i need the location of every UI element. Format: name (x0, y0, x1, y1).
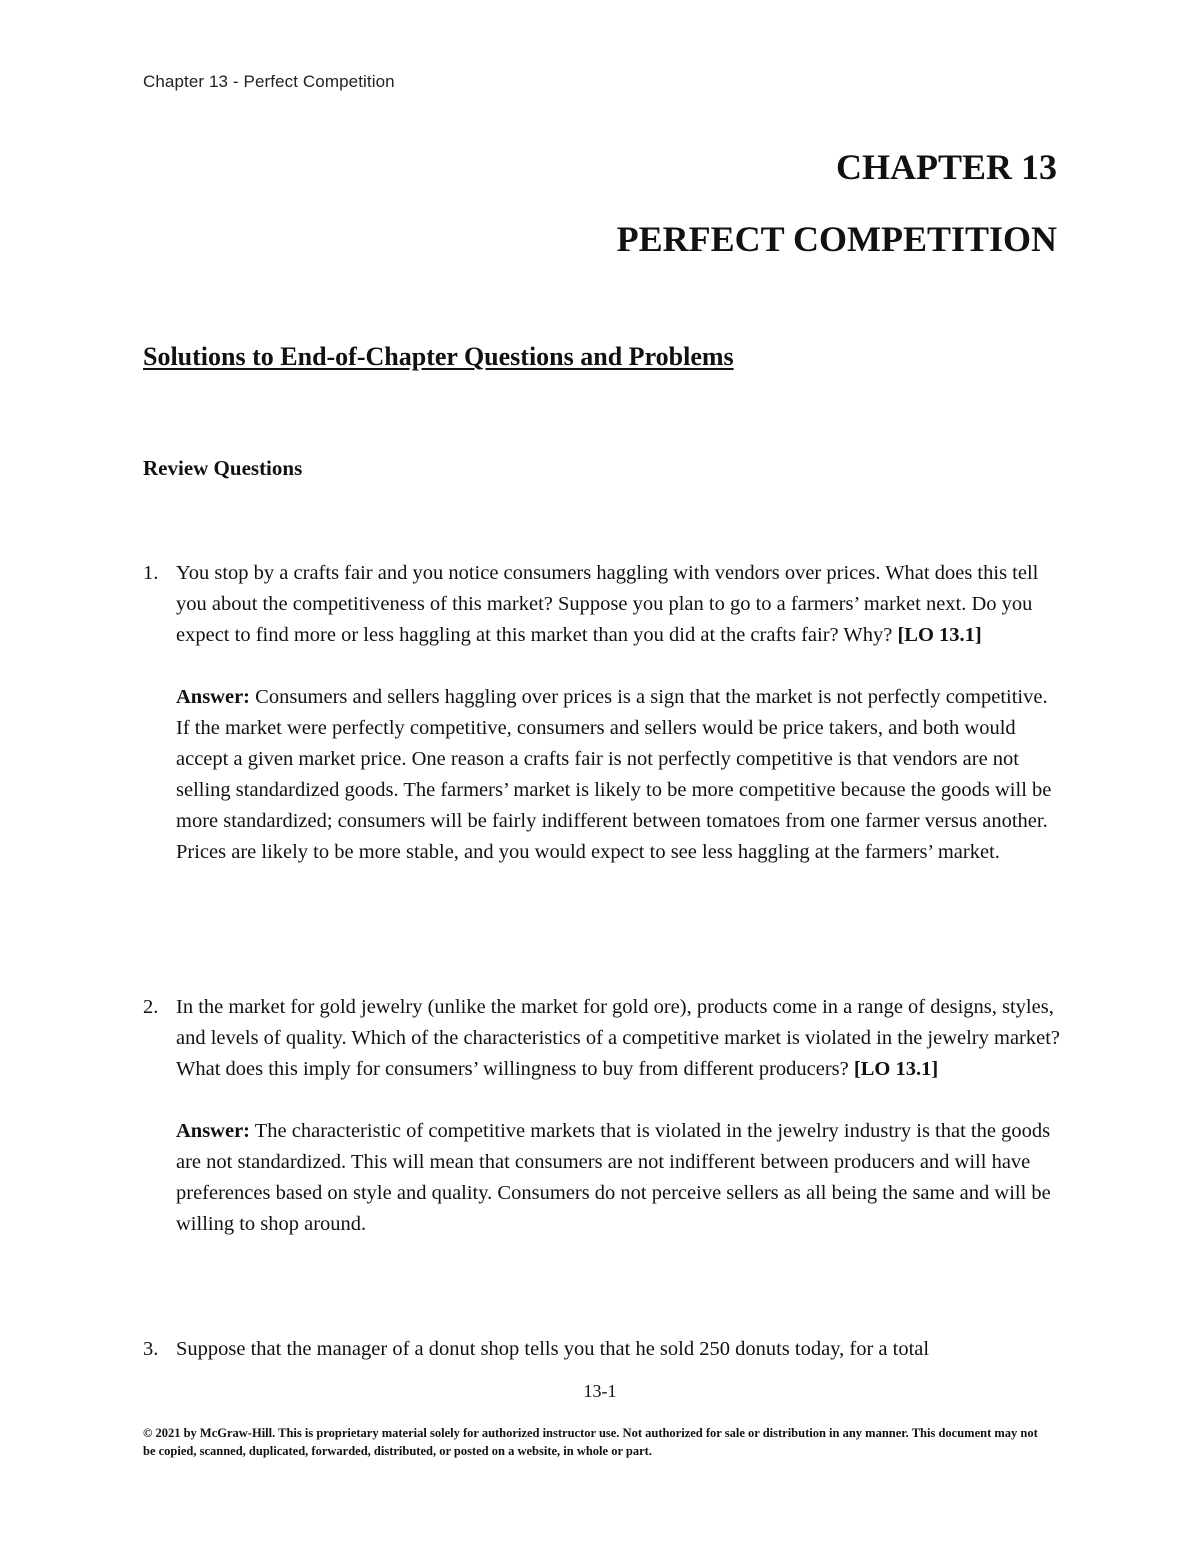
question-text: Suppose that the manager of a donut shop tells you that he sold 250 donuts today, for a total (176, 1338, 930, 1360)
question-number: 2. (143, 996, 159, 1018)
copyright-notice: © 2021 by McGraw-Hill. This is proprietary material solely for authorized instructor use. Not authorized for sale or distribution in any manner. This document may not be copied, scanned, duplicated, forwarded, distributed, or posted on a website, in whole or part. (143, 1426, 1038, 1458)
chapter-title: PERFECT COMPETITION (616, 219, 1057, 259)
running-header: Chapter 13 - Perfect Competition (143, 72, 395, 91)
page-number: 13-1 (583, 1381, 617, 1401)
question-2 (143, 992, 1063, 1240)
question-number: 3. (143, 1338, 159, 1360)
question-text: You stop by a crafts fair and you notice consumers haggling with vendors over prices. What does this tell you about the competitiveness of this market? Suppose you plan to go to a farmers’ market next. Do you expect to find more or less haggling at this market than you did at the crafts fair? Why? [LO 13.1] (176, 562, 1039, 646)
solutions-heading: Solutions to End-of-Chapter Questions and Problems (143, 342, 734, 371)
answer-label: Answer: (176, 1120, 251, 1142)
answer (176, 682, 1063, 868)
answer-text: The characteristic of competitive markets that is violated in the jewelry industry is that the goods are not standardized. This will mean that consumers are not indifferent between producers and will have preferences based on style and quality. Consumers do not perceive sellers as all being the same and will be willing to shop around. (176, 1120, 1051, 1235)
section-heading: Review Questions (143, 456, 303, 480)
answer-text: Consumers and sellers haggling over prices is a sign that the market is not perfectly competitive. If the market were perfectly competitive, consumers and sellers would be price takers, and both would accept a given market price. One reason a crafts fair is not perfectly competitive is that vendors are not selling standardized goods. The farmers’ market is likely to be more competitive because the goods will be more standardized; consumers will be fairly indifferent between tomatoes from one farmer versus another. Prices are likely to be more stable, and you would expect to see less haggling at the farmers’ market. (176, 686, 1052, 863)
question-3 (143, 1334, 1063, 1365)
question-number: 1. (143, 562, 159, 584)
question-1 (143, 558, 1063, 868)
answer-label: Answer: (176, 686, 251, 708)
question-text: In the market for gold jewelry (unlike the market for gold ore), products come in a range of designs, styles, and levels of quality. Which of the characteristics of a competitive market is violated in the jewelry market? What does this imply for consumers’ willingness to buy from different producers? [LO 13.1] (176, 996, 1061, 1080)
answer (176, 1116, 1063, 1240)
learning-objective: [LO 13.1] (897, 624, 982, 646)
chapter-number: CHAPTER 13 (835, 147, 1057, 187)
learning-objective: [LO 13.1] (853, 1058, 939, 1080)
